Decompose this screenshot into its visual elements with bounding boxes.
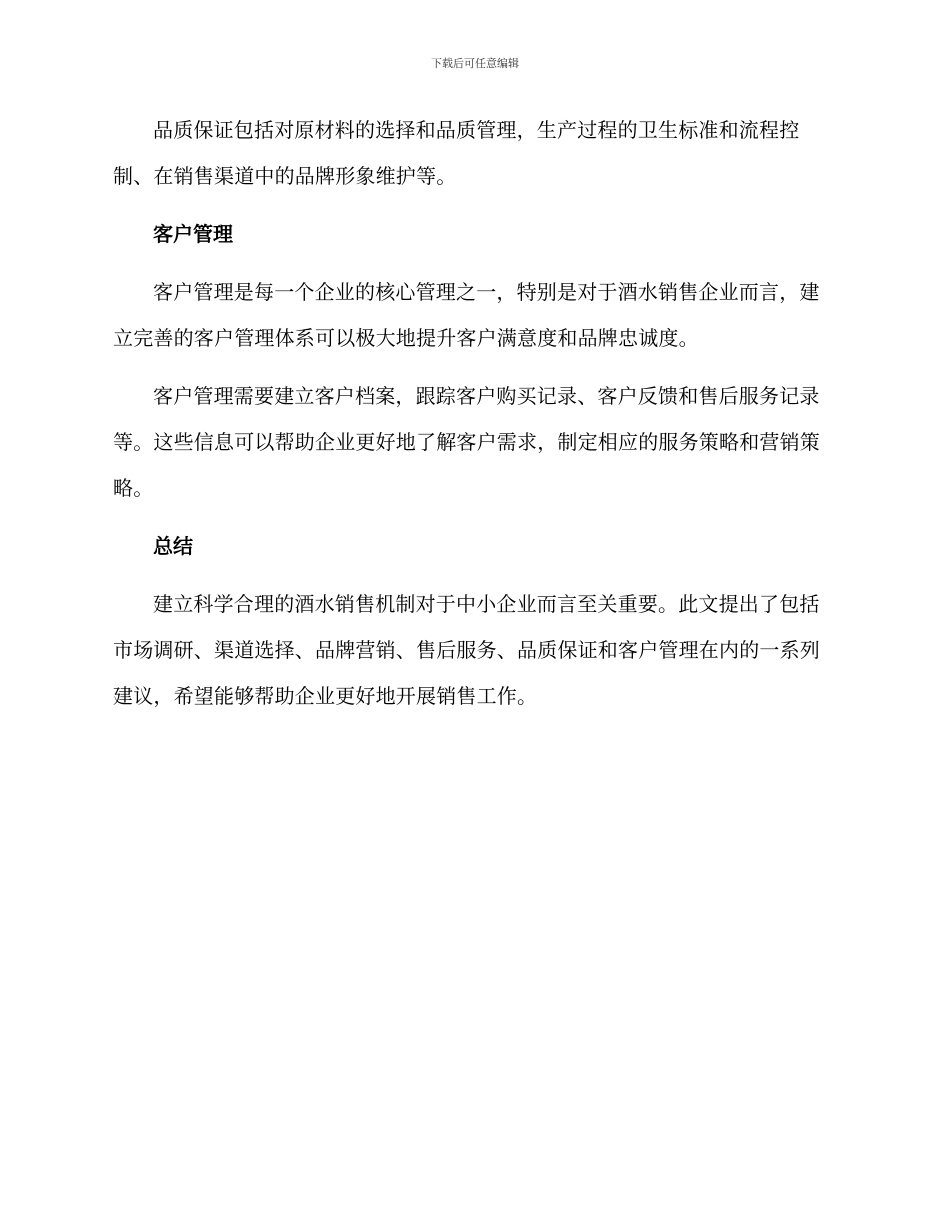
paragraph-summary: 建立科学合理的酒水销售机制对于中小企业而言至关重要。此文提出了包括市场调研、渠道选择、品牌营销、售后服务、品质保证和客户管理在内的一系列建议，希望能够帮助企业更好地开展销售工作。 xyxy=(113,592,820,708)
heading-summary: 总结 xyxy=(153,534,193,558)
heading-customer-management: 客户管理 xyxy=(153,222,233,246)
paragraph-customer-management-intro: 客户管理是每一个企业的核心管理之一，特别是对于酒水销售企业而言，建立完善的客户管理体系可以极大地提升客户满意度和品牌忠诚度。 xyxy=(113,280,820,350)
paragraph-quality-assurance: 品质保证包括对原材料的选择和品质管理，生产过程的卫生标准和流程控制、在销售渠道中的品牌形象维护等。 xyxy=(113,118,800,188)
document-body xyxy=(113,107,831,731)
paragraph-customer-records: 客户管理需要建立客户档案，跟踪客户购买记录、客户反馈和售后服务记录等。这些信息可以帮助企业更好地了解客户需求，制定相应的服务策略和营销策略。 xyxy=(113,384,820,500)
page-header: 下载后可任意编辑 xyxy=(431,57,519,70)
